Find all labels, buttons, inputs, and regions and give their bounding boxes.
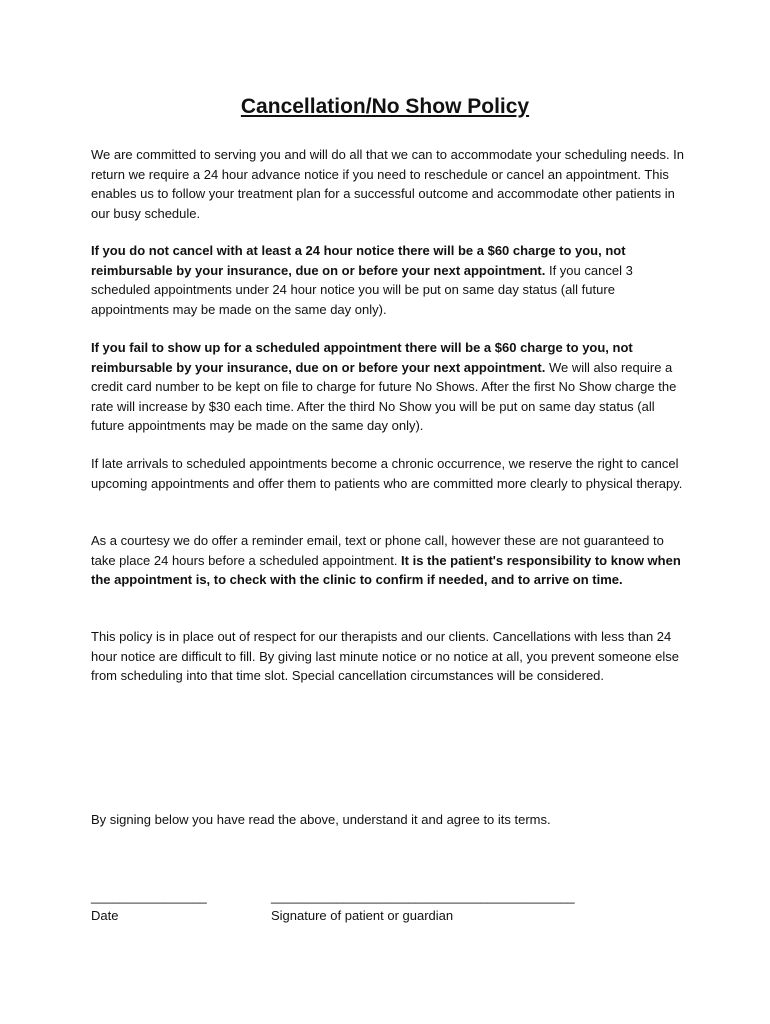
agreement-text: By signing below you have read the above, understand it and agree to its terms. bbox=[91, 812, 551, 827]
date-line: ________________ bbox=[91, 889, 207, 904]
policy-respect-text: This policy is in place out of respect for our therapists and our clients. Cancellations with less than 24 hour notice are difficult to fill. By giving last minute notice or no notice at all, you prevent someone else from scheduling into that time slot. Special cancellation circumstances will be considered. bbox=[91, 629, 679, 683]
late-arrivals-text: If late arrivals to scheduled appointments become a chronic occurrence, we reserve the right to cancel upcoming appointments and offer them to patients who are committed more clearly to physical therapy. bbox=[91, 456, 683, 491]
reminders-text: As a courtesy we do offer a reminder email, text or phone call, however these are not guaranteed to take place 24 hours before a scheduled appointment. bbox=[91, 533, 664, 568]
paragraph-no-show-charge bbox=[91, 338, 691, 436]
signature-label: Signature of patient or guardian bbox=[271, 908, 454, 923]
signature-line: __________________________________________ bbox=[271, 889, 575, 904]
reminders-bold-text: It is the patient's responsibility to know when the appointment is, to check with the clinic to confirm if needed, and to arrive on time. bbox=[91, 552, 681, 587]
cancellation-charge-bold-text: If you do not cancel with at least a 24 hour notice there will be a $60 charge to you, not reimbursable by your insurance, due on or before your next appointment. bbox=[91, 243, 626, 278]
paragraph-policy-respect bbox=[91, 627, 691, 686]
no-show-charge-text: We will also require a credit card number to be kept on file to charge for future No Shows. After the first No Show charge the rate will increase by $30 each time. After the third No Show you will be put on same day status (all future appointments may be made on the same day only). bbox=[91, 359, 677, 433]
no-show-charge-bold-text: If you fail to show up for a scheduled appointment there will be a $60 charge to you, not reimbursable by your insurance, due on or before your next appointment. bbox=[91, 340, 633, 375]
date-label: Date bbox=[91, 908, 119, 923]
paragraph-reminders bbox=[91, 531, 691, 590]
page-title: Cancellation/No Show Policy bbox=[240, 95, 530, 118]
paragraph-late-arrivals bbox=[91, 454, 691, 493]
paragraph-cancellation-charge bbox=[91, 241, 691, 319]
paragraph-commitment-text: We are committed to serving you and will do all that we can to accommodate your scheduling needs. In return we require a 24 hour advance notice if you need to reschedule or cancel an appointment. This enables us to follow your treatment plan for a successful outcome and accommodate other patients in our busy schedule. bbox=[91, 147, 685, 221]
cancellation-charge-text: If you cancel 3 scheduled appointments under 24 hour notice you will be put on same day status (all future appointments may be made on the same day only). bbox=[91, 262, 633, 317]
paragraph-commitment bbox=[91, 145, 691, 223]
paragraph-agreement bbox=[91, 810, 691, 830]
